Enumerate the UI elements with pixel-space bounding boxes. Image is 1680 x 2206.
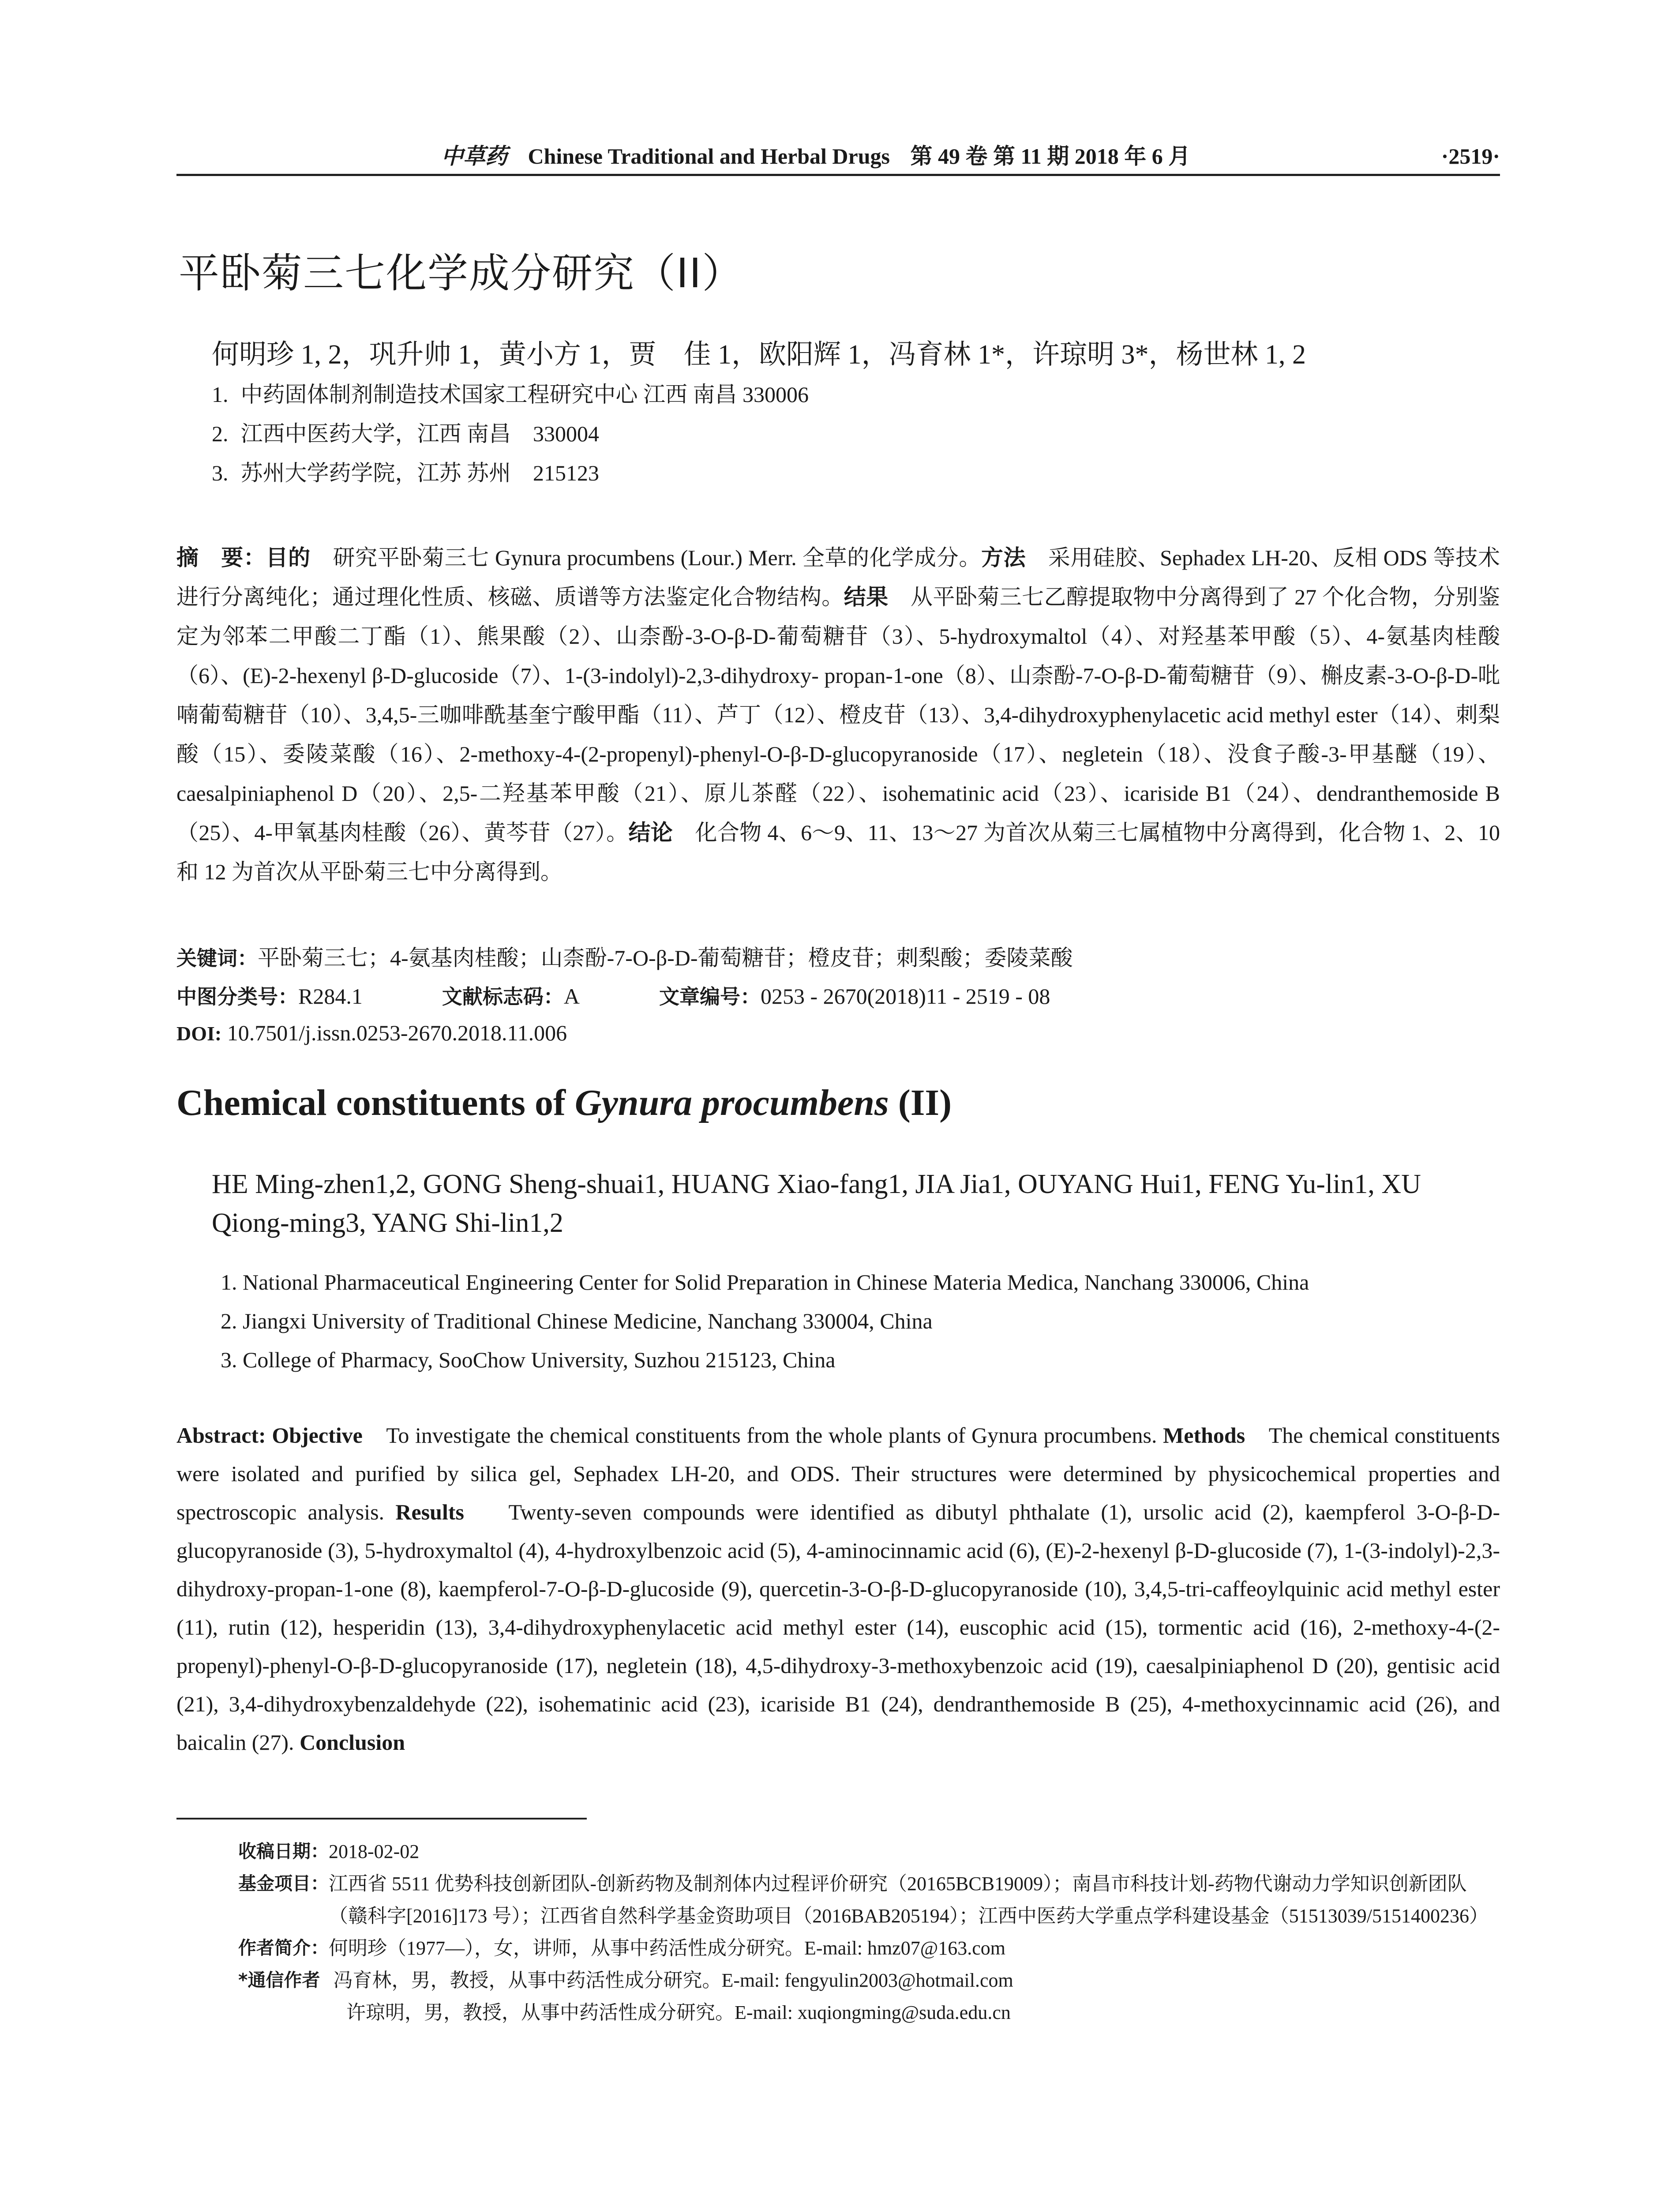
issue-info: 第 49 卷 第 11 期 2018 年 6 月 <box>910 144 1191 169</box>
affiliation-en-3: 3. College of Pharmacy, SooChow University, Suzhou 215123, China <box>221 1347 836 1372</box>
corresponding-row <box>238 1964 1500 1996</box>
affiliation-en-2: 2. Jiangxi University of Traditional Chinese Medicine, Nanchang 330004, China <box>221 1309 933 1333</box>
doc-code: A <box>563 984 580 1009</box>
bio-label: 作者简介： <box>238 1937 329 1958</box>
journal-name-cn: 中草药 <box>441 143 507 169</box>
objective-label-cn: 目的 <box>266 545 311 570</box>
abstract-en <box>176 1416 1500 1762</box>
keywords: 平卧菊三七；4-氨基肉桂酸；山柰酚-7-O-β-D-葡萄糖苷；橙皮苷；刺梨酸；委陵菜酸 <box>258 945 1073 970</box>
authors-cn: 何明珍 1, 2，巩升帅 1，黄小方 1，贾 佳 1，欧阳辉 1，冯育林 1*，许琼明 3*，杨世林 1, 2 <box>212 340 1306 370</box>
received-date-row <box>238 1835 1500 1868</box>
received-date: 2018-02-02 <box>329 1841 420 1862</box>
article-number: 0253 - 2670(2018)11 - 2519 - 08 <box>760 984 1050 1009</box>
results-label-cn: 结果 <box>844 584 889 610</box>
methods-label-cn: 方法 <box>981 545 1026 570</box>
doc-code-label: 文献标志码： <box>442 985 564 1009</box>
authors-en: HE Ming-zhen1,2, GONG Sheng-shuai1, HUANG Xiao-fang1, JIA Jia1, OUYANG Hui1, FENG Yu-lin1, XU Qiong-ming3, YANG Shi-lin1,2 <box>212 1169 1421 1238</box>
keywords-line <box>176 942 1073 974</box>
fund-row <box>238 1868 1500 1932</box>
conclusion-label-cn: 结论 <box>628 820 673 845</box>
corresponding-label: *通信作者 <box>238 1970 320 1991</box>
affiliation-en-1: 1. National Pharmaceutical Engineering Center for Solid Preparation in Chinese Materia Medica, Nanchang 330006, China <box>221 1270 1309 1294</box>
conclusion-label-en: Conclusion <box>300 1730 405 1755</box>
abstract-cn <box>176 538 1500 892</box>
results-cn: 从平卧菊三七乙醇提取物中分离得到了 27 个化合物，分别鉴定为邻苯二甲酸二丁酯（1）、熊果酸（2）、山柰酚-3-O-β-D-葡萄糖苷（3）、5-hydroxymaltol（4）、对羟基苯甲酸（5）、4-氨基肉桂酸（6）、(E)-2-hexenyl β-D-glucoside（7）、1-(3-indolyl)-2,3-dihydroxy- propan-1-one（8）、山柰酚-7-O-β-D-葡萄糖苷（9）、槲皮素-3-O-β-D-吡喃葡萄糖苷（10）、3,4,5-三咖啡酰基奎宁酸甲酯（11）、芦丁（12）、橙皮苷（13）、3,4-dihydroxyphenylacetic acid methyl ester（14）、刺梨酸（15）、委陵菜酸（16）、2-methoxy-4-(2-propenyl)-phenyl-O-β-D-glucopyranoside（17）、negletein（18）、没食子酸-3-甲基醚（19）、caesalpiniaphenol D（20）、2,5-二羟基苯甲酸（21）、原儿茶醛（22）、isohematinic acid（23）、icariside B1（24）、dendranthemoside B（25）、4-甲氧基肉桂酸（26）、黄芩苷（27）。 <box>176 585 1500 845</box>
objective-en: To investigate the chemical constituents from the whole plants of Gynura procumbens. <box>386 1423 1157 1448</box>
corresponding-author-2: 许琼明，男，教授，从事中药活性成分研究。E-mail: xuqiongming@suda.edu.cn <box>346 2002 1011 2023</box>
abstract-cn-label: 摘 要： <box>176 545 266 570</box>
affiliation-cn-2: 2. 江西中医药大学，江西 南昌 330004 <box>212 421 599 446</box>
clc-label: 中图分类号： <box>176 985 298 1009</box>
received-label: 收稿日期： <box>238 1841 329 1862</box>
conclusion-cn: 化合物 4、6～9、11、13～27 为首次从菊三七属植物中分离得到，化合物 1、2、10 和 12 为首次从平卧菊三七中分离得到。 <box>176 820 1500 884</box>
keywords-label: 关键词： <box>176 946 258 970</box>
objective-cn: 研究平卧菊三七 Gynura procumbens (Lour.) Merr. 全草的化学成分。 <box>333 545 981 570</box>
fund-label: 基金项目： <box>238 1873 329 1894</box>
running-header <box>176 140 1500 172</box>
doi-line <box>176 1017 567 1050</box>
fund-text: 江西省 5511 优势科技创新团队-创新药物及制剂体内过程评价研究（20165BCB19009）；南昌市科技计划-药物代谢动力学知识创新团队（赣科字[2016]173 号）；江西省自然科学基金资助项目（2016BAB205194）；江西中医药大学重点学科建设基金（51513039/5151400236） <box>329 1873 1489 1927</box>
journal-info <box>441 140 1205 172</box>
objective-label-en: Objective <box>272 1423 363 1448</box>
doi-label: DOI: <box>176 1022 222 1045</box>
page-number: ·2519· <box>1441 144 1500 169</box>
footnotes <box>238 1835 1500 2029</box>
bio-text: 何明珍（1977—），女，讲师，从事中药活性成分研究。E-mail: hmz07@163.com <box>329 1937 1005 1959</box>
author-bio-row <box>238 1932 1500 1964</box>
methods-en: The chemical constituents were isolated and purified by silica gel, Sephadex LH-20, and ODS. Their structures were determined by physicochemical properties and spectroscopic analysis. <box>176 1423 1500 1524</box>
doi: 10.7501/j.issn.0253-2670.2018.11.006 <box>227 1020 567 1045</box>
abstract-en-label: Abstract: <box>176 1423 266 1448</box>
header-rule <box>176 174 1500 176</box>
affiliation-cn-3: 3. 苏州大学药学院，江苏 苏州 215123 <box>212 461 599 485</box>
article-number-label: 文章编号： <box>659 985 761 1009</box>
journal-name-en: Chinese Traditional and Herbal Drugs <box>528 144 890 169</box>
corresponding-author-1: 冯育林，男，教授，从事中药活性成分研究。E-mail: fengyulin2003@hotmail.com <box>333 1970 1013 1991</box>
results-en: Twenty-seven compounds were identified as dibutyl phthalate (1), ursolic acid (2), kaempferol 3-O-β-D-glucopyranoside (3), 5-hydroxymaltol (4), 4-hydroxylbenzoic acid (5), 4-aminocinnamic acid (6), (E)-2-hexenyl β-D-glucoside (7), 1-(3-indolyl)-2,3-dihydroxy-propan-1-one (8), kaempferol-7-O-β-D-glucoside (9), quercetin-3-O-β-D-glucopyranoside (10), 3,4,5-tri-caffeoylquinic acid methyl ester (11), rutin (12), hesperidin (13), 3,4-dihydroxyphenylacetic acid methyl ester (14), euscophic acid (15), tormentic acid (16), 2-methoxy-4-(2-propenyl)-phenyl-O-β-D-glucopyranoside (17), negletein (18), 4,5-dihydroxy-3-methoxybenzoic acid (19), caesalpiniaphenol D (20), gentisic acid (21), 3,4-dihydroxybenzaldehyde (22), isohematinic acid (23), icariside B1 (24), dendranthemoside B (25), 4-methoxycinnamic acid (26), and baicalin (27). <box>176 1500 1500 1755</box>
article-title-en: Chemical constituents of Gynura procumbens (II) <box>176 1082 952 1123</box>
article-title-cn: 平卧菊三七化学成分研究（II） <box>179 250 744 297</box>
affiliation-cn-1: 1. 中药固体制剂制造技术国家工程研究中心 江西 南昌 330006 <box>212 382 809 407</box>
methods-label-en: Methods <box>1163 1423 1245 1448</box>
footnote-rule <box>176 1818 587 1820</box>
classification-line <box>176 980 1050 1013</box>
methods-cn: 采用硅胶、Sephadex LH-20、反相 ODS 等技术进行分离纯化；通过理化性质、核磁、质谱等方法鉴定化合物结构。 <box>176 545 1500 609</box>
clc-number: R284.1 <box>298 984 363 1009</box>
results-label-en: Results <box>395 1500 464 1524</box>
